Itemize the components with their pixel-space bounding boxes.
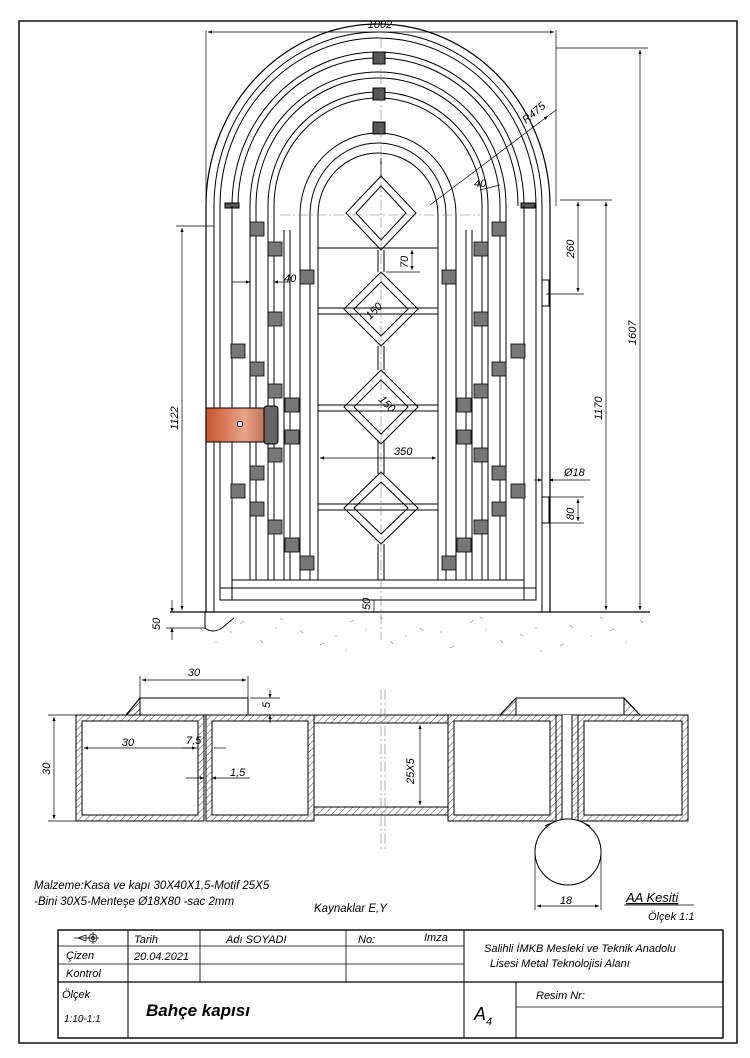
dim-350: 350 bbox=[394, 446, 413, 458]
dim-section-5: 5 bbox=[261, 701, 273, 708]
tube-1 bbox=[76, 715, 204, 821]
section-title: AA Kesiti bbox=[626, 890, 679, 905]
dim-section-25x5: 25X5 bbox=[405, 758, 417, 784]
projection-symbol-icon bbox=[74, 932, 99, 944]
dim-80: 80 bbox=[565, 507, 577, 520]
tb-row-checked: Kontrol bbox=[66, 968, 101, 980]
dim-260: 260 bbox=[565, 239, 577, 258]
dim-150-b: 150 bbox=[375, 393, 398, 416]
section-scale: Ölçek 1:1 bbox=[648, 911, 695, 923]
material-line-1: Malzeme:Kasa ve kapı 30X40X1,5-Motif 25X5 bbox=[34, 880, 270, 892]
title-block-text bbox=[62, 932, 676, 1028]
tb-header-name: Adı SOYADI bbox=[226, 934, 287, 946]
dim-section-30-inner: 30 bbox=[121, 737, 135, 749]
tube-4 bbox=[578, 715, 688, 821]
tb-drawing-no-label: Resim Nr: bbox=[536, 990, 585, 1002]
tb-row-drawn: Çizen bbox=[66, 950, 95, 962]
dim-offset-40-top: 40 bbox=[474, 178, 487, 190]
tb-date-value: 20.04.2021 bbox=[134, 951, 190, 963]
tb-scale-label: Ölçek bbox=[62, 989, 91, 1001]
gate-lock bbox=[206, 406, 278, 444]
front-dimension-labels bbox=[151, 19, 639, 630]
tube-2 bbox=[206, 715, 314, 821]
hinge-pin-circle bbox=[535, 819, 601, 885]
material-line-2: -Bini 30X5-Menteşe Ø18X80 -sac 2mm bbox=[34, 896, 235, 908]
dim-50-left: 50 bbox=[151, 617, 163, 630]
weld-note: Kaynaklar E,Y bbox=[314, 903, 387, 915]
front-view bbox=[170, 24, 650, 651]
tb-header-date: Tarih bbox=[134, 934, 159, 946]
dim-1122: 1122 bbox=[169, 406, 181, 430]
dim-radius-475: R475 bbox=[520, 100, 549, 127]
tb-header-sign: Imza bbox=[424, 932, 448, 944]
section-aa bbox=[76, 690, 688, 885]
tube-3 bbox=[448, 715, 556, 821]
dim-150-a: 150 bbox=[363, 300, 386, 323]
dim-1607: 1607 bbox=[627, 320, 639, 345]
tb-header-no: No: bbox=[358, 934, 376, 946]
dim-section-7-5: 7,5 bbox=[186, 735, 202, 747]
dim-section-1-5: 1,5 bbox=[230, 767, 246, 779]
dim-section-30-top: 30 bbox=[187, 667, 201, 679]
ground bbox=[170, 612, 650, 651]
tb-scale-value: 1:10-1:1 bbox=[64, 1014, 101, 1025]
dim-70: 70 bbox=[399, 255, 411, 268]
dim-offset-40-left: 40 bbox=[284, 273, 297, 285]
dim-section-30-left: 30 bbox=[41, 762, 53, 775]
section-notes bbox=[34, 880, 694, 923]
tb-title: Bahçe kapısı bbox=[146, 1001, 250, 1020]
tb-paper-size: $A_4$ bbox=[474, 1004, 493, 1028]
dim-1170: 1170 bbox=[593, 396, 605, 420]
tb-school-line-1: Salihli İMKB Mesleki ve Teknik Anadolu bbox=[484, 943, 676, 955]
dim-18-hinge: Ø18 bbox=[564, 467, 585, 479]
tb-school-line-2: Lisesi Metal Teknolojisi Alanı bbox=[490, 958, 630, 970]
dim-section-18: 18 bbox=[559, 895, 573, 907]
front-dimensions bbox=[166, 30, 648, 640]
dim-width-1002: 1002 bbox=[367, 19, 393, 31]
dim-50-bottom: 50 bbox=[361, 597, 373, 610]
